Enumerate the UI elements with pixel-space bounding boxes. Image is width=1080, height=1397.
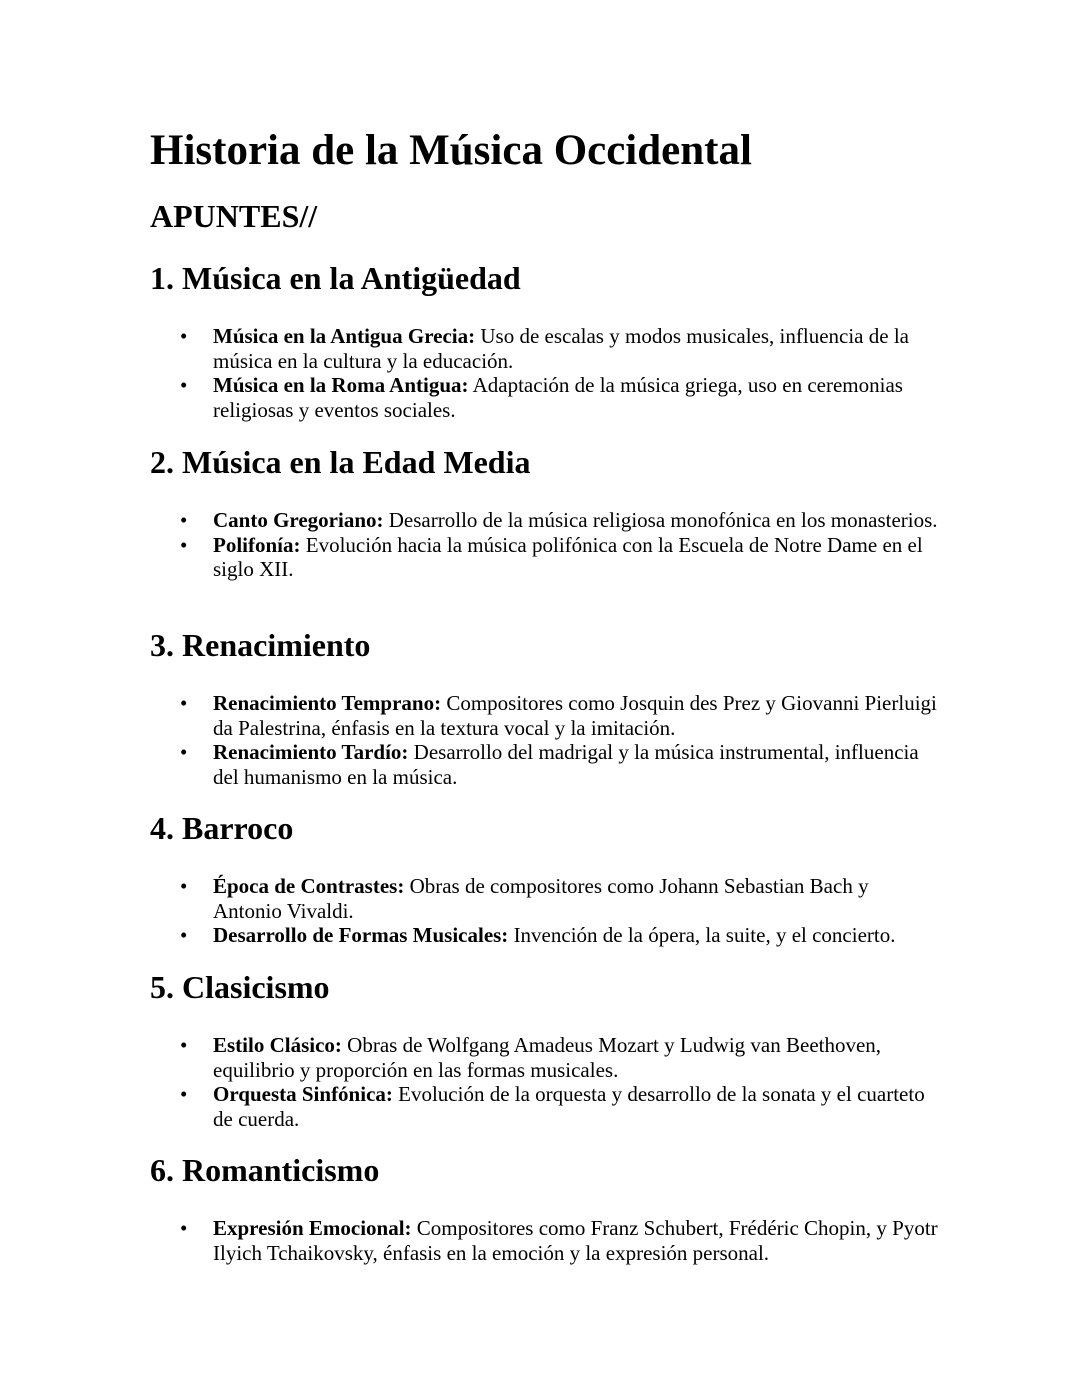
bullet-list (150, 1216, 950, 1265)
item-text: Evolución de la orquesta y desarrollo de la sonata y el cuarteto de cuerda. (213, 1082, 925, 1131)
bullet-icon: • (180, 923, 188, 947)
section-renacimiento (150, 626, 950, 789)
bullet-icon: • (180, 1033, 188, 1057)
section-clasicismo (150, 968, 950, 1131)
list-item (150, 324, 938, 373)
section-barroco (150, 809, 950, 948)
item-text: Compositores como Franz Schubert, Frédéric Chopin, y Pyotr Ilyich Tchaikovsky, énfasis en la emoción y la expresión personal. (213, 1216, 938, 1265)
section-heading: 6. Romanticismo (150, 1152, 380, 1188)
section-edad-media (150, 443, 950, 582)
item-text: Obras de Wolfgang Amadeus Mozart y Ludwig van Beethoven, equilibrio y proporción en las formas musicales. (213, 1033, 882, 1082)
item-term: Estilo Clásico: (213, 1033, 342, 1057)
bullet-icon: • (180, 740, 188, 764)
list-item (150, 1082, 938, 1131)
bullet-list (150, 874, 950, 948)
bullet-icon: • (180, 1082, 188, 1106)
bullet-icon: • (180, 508, 188, 532)
section-heading: 1. Música en la Antigüedad (150, 260, 521, 296)
item-text: Desarrollo del madrigal y la música instrumental, influencia del humanismo en la música. (213, 740, 919, 789)
bullet-icon: • (180, 1216, 188, 1240)
list-item (150, 691, 938, 740)
bullet-list (150, 1033, 950, 1131)
list-item (150, 1216, 938, 1265)
bullet-icon: • (180, 373, 188, 397)
item-term: Orquesta Sinfónica: (213, 1082, 393, 1106)
list-item (150, 508, 938, 533)
list-item (150, 740, 938, 789)
item-text: Compositores como Josquin des Prez y Giovanni Pierluigi da Palestrina, énfasis en la textura vocal y la imitación. (213, 691, 937, 740)
item-text: Desarrollo de la música religiosa monofónica en los monasterios. (383, 508, 938, 532)
section-heading: 3. Renacimiento (150, 627, 371, 663)
item-text: Evolución hacia la música polifónica con la Escuela de Notre Dame en el siglo XII. (213, 532, 923, 581)
item-text: Obras de compositores como Johann Sebastian Bach y Antonio Vivaldi. (213, 874, 869, 923)
bullet-list (150, 691, 950, 789)
list-item (150, 533, 938, 582)
bullet-list (150, 324, 950, 422)
list-item (150, 373, 938, 422)
bullet-list (150, 508, 950, 582)
section-heading: 4. Barroco (150, 810, 294, 846)
bullet-icon: • (180, 691, 188, 715)
item-term: Polifonía: (213, 532, 301, 557)
section-heading: 2. Música en la Edad Media (150, 444, 531, 480)
section-heading: 5. Clasicismo (150, 969, 330, 1005)
item-term: Música en la Antigua Grecia: (213, 324, 476, 348)
item-text: Adaptación de la música griega, uso en ceremonias religiosas y eventos sociales. (213, 373, 903, 422)
bullet-icon: • (180, 324, 188, 348)
page-title: Historia de la Música Occidental (150, 127, 752, 174)
bullet-icon: • (180, 874, 188, 898)
item-text: Uso de escalas y modos musicales, influencia de la música en la cultura y la educación. (213, 324, 909, 373)
item-text: Invención de la ópera, la suite, y el concierto. (508, 923, 896, 947)
item-term: Desarrollo de Formas Musicales: (213, 923, 509, 947)
section-romanticismo (150, 1151, 950, 1265)
item-term: Música en la Roma Antigua: (213, 373, 469, 397)
list-item (150, 874, 938, 923)
item-term: Canto Gregoriano: (213, 508, 384, 532)
item-term: Expresión Emocional: (213, 1216, 412, 1240)
list-item (150, 1033, 938, 1082)
bullet-icon: • (180, 532, 188, 557)
item-term: Época de Contrastes: (213, 874, 405, 898)
item-term: Renacimiento Tardío: (213, 740, 409, 764)
list-item (150, 923, 938, 948)
section-antiguedad (150, 259, 950, 422)
item-term: Renacimiento Temprano: (213, 691, 442, 715)
page-subtitle: APUNTES// (150, 198, 318, 234)
